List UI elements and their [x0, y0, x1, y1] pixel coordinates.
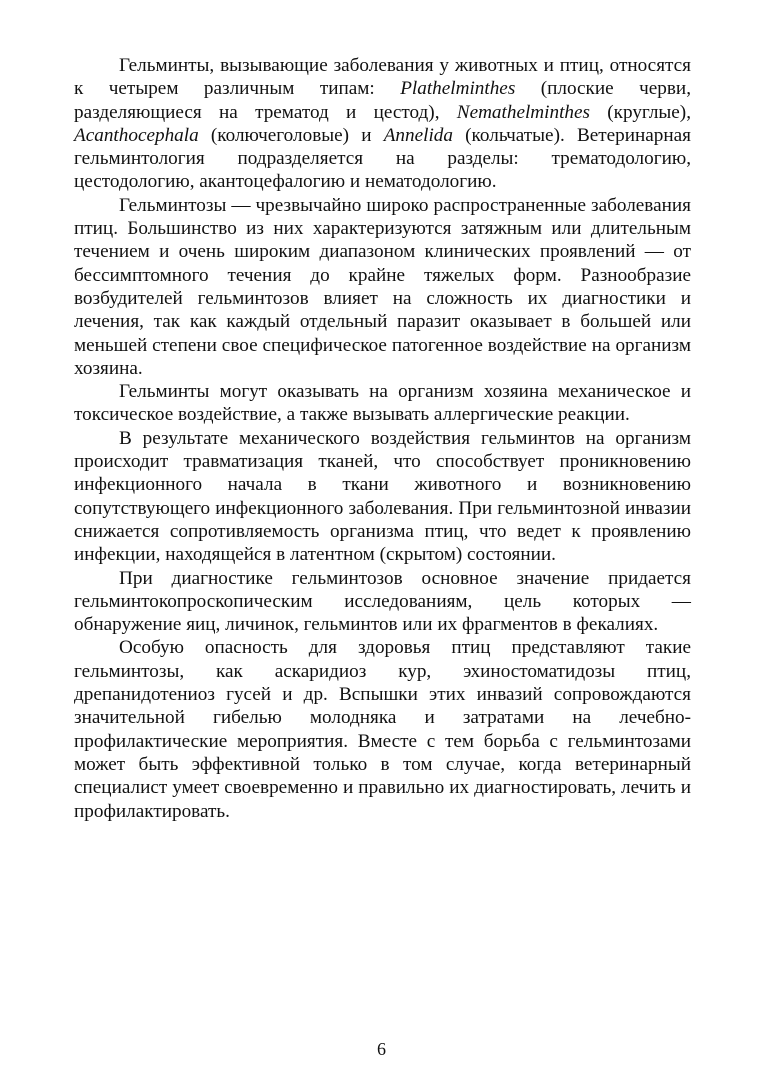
- text-span: (плоские черви, разделяющиеся на трематод и цестод),: [74, 78, 691, 123]
- paragraph-1: [74, 54, 691, 194]
- page-number: 6: [377, 1039, 386, 1059]
- latin-term: Nemathelminthes: [456, 101, 590, 123]
- text-span: (круглые),: [590, 101, 691, 123]
- body-text: [74, 54, 691, 823]
- text-span: При диагностике гельминтозов основное значение придается гельминтокопроскопическим исследованиям, цель которых — обнаружение яиц, личинок, гельминтов или их фрагментов в фекалиях.: [74, 567, 691, 636]
- text-span: Гельминтозы — чрезвычайно широко распространенные заболевания птиц. Большинство из них характеризуются затяжным или длительным течением и очень широким диапазоном клинических проявлений — от бессимптомного течения до крайне тяжелых форм. Разнообразие возбудителей гельминтозов влияет на сложность их диагностики и лечения, так как каждый отдельный паразит оказывает в большей или меньшей степени свое специфическое патогенное воздействие на организм хозяина.: [74, 194, 691, 379]
- text-span: (колючеголовые) и: [198, 124, 384, 146]
- paragraph-2: [74, 194, 691, 380]
- text-span: В результате механического воздействия гельминтов на организм происходит травматизация тканей, что способствует проникновению инфекционного начала в ткани животного и возникновению сопутствующего инфекционного заболевания. При гельминтозной инвазии снижается сопротивляемость организма птиц, что ведет к проявлению инфекции, находящейся в латентном (скрытом) состоянии.: [74, 427, 691, 566]
- latin-term: Plathelminthes: [400, 78, 516, 100]
- text-span: Гельминты могут оказывать на организм хозяина механическое и токсическое воздействие, а также вызывать аллергические реакции.: [74, 381, 691, 426]
- paragraph-4: [74, 427, 691, 567]
- text-span: Гельминты, вызывающие заболевания у животных и птиц, относятся к четырем различным типам:: [74, 55, 691, 100]
- latin-term: Annelida: [383, 124, 453, 146]
- text-span: (кольчатые). Ветеринарная гельминтология подразделяется на разделы: трематодологию, цестодологию, акантоцефалогию и нематодологию.: [74, 124, 692, 193]
- paragraph-6: [74, 636, 691, 822]
- text-span: Особую опасность для здоровья птиц представляют такие гельминтозы, как аскаридиоз кур, эхиностоматидозы птиц, дрепанидотениоз гусей и др. Вспышки этих инвазий сопровождаются значительной гибелью молодняка и затратами на лечебно-профилактические мероприятия. Вместе с тем борьба с гельминтозами может быть эффективной только в том случае, когда ветеринарный специалист умеет своевременно и правильно их диагностировать, лечить и профилактировать.: [74, 637, 691, 822]
- paragraph-3: [74, 380, 691, 427]
- paragraph-5: [74, 567, 691, 637]
- latin-term: Acanthocephala: [74, 124, 199, 146]
